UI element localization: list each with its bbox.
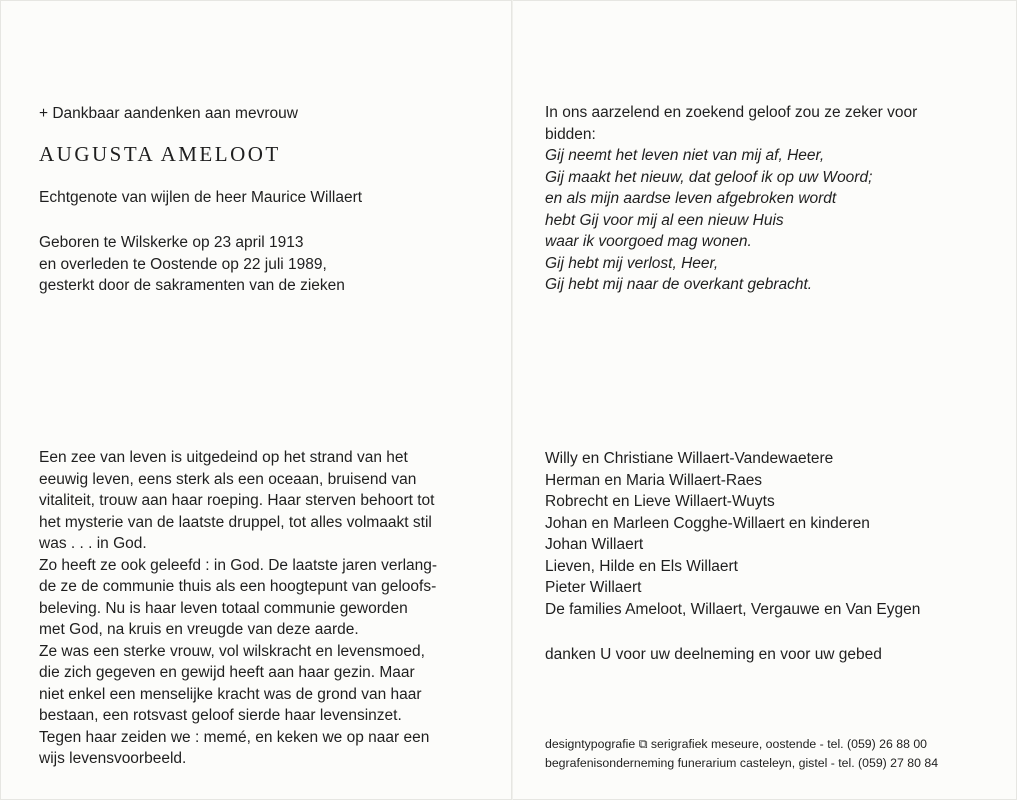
family-member: Robrecht en Lieve Willaert-Wuyts (545, 493, 775, 510)
prayer-intro-line: bidden: (545, 125, 596, 143)
spouse-line (39, 187, 362, 209)
card-fold (511, 0, 513, 800)
tribute-line: Tegen haar zeiden we : memé, en keken we op naar een (39, 728, 430, 746)
tribute-line: bestaan, een rotsvast geloof sierde haar levensinzet. (39, 707, 402, 724)
thanks-text: danken U voor uw deelneming en voor uw gebed (545, 646, 882, 663)
dates-block (39, 232, 345, 297)
tribute-line: beleving. Nu is haar leven totaal communie geworden (39, 599, 408, 617)
prayer-line: en als mijn aardse leven afgebroken wordt (545, 190, 837, 207)
prayer-line: hebt Gij voor mij al een nieuw Huis (545, 211, 784, 229)
family-member: Pieter Willaert (545, 579, 642, 596)
tribute-line: de ze de communie thuis als een hoogtepunt van geloofs- (39, 578, 437, 595)
tribute-text (39, 447, 437, 770)
tribute-line: vitaliteit, trouw aan haar roeping. Haar sterven behoort tot (39, 492, 435, 509)
prayer-intro (545, 102, 917, 145)
tribute-line: eeuwig leven, eens sterk als een oceaan, bruisend van (39, 470, 417, 488)
family-list (545, 448, 920, 620)
credit-line: designtypografie ⧉ serigrafiek meseure, oostende - tel. (059) 26 88 00 (545, 737, 928, 751)
tribute-line: Een zee van leven is uitgedeind op het strand van het (39, 449, 408, 466)
spouse-text: Echtgenote van wijlen de heer Maurice Willaert (39, 189, 363, 206)
intro-line (39, 103, 298, 125)
tribute-line: Ze was een sterke vrouw, vol wilskracht en levensmoed, (39, 642, 425, 660)
credit-line: begrafenisonderneming funerarium casteleyn, gistel - tel. (059) 27 80 84 (545, 756, 939, 770)
prayer-line: Gij hebt mij verlost, Heer, (545, 254, 719, 272)
tribute-line: wijs levensvoorbeeld. (39, 750, 187, 767)
family-member: De families Ameloot, Willaert, Vergauwe en Van Eygen (545, 600, 921, 618)
prayer-intro-line: In ons aarzelend en zoekend geloof zou ze zeker voor (545, 104, 918, 121)
family-member: Johan Willaert (545, 536, 644, 553)
family-member: Willy en Christiane Willaert-Vandewaetere (545, 450, 834, 467)
prayer-line: waar ik voorgoed mag wonen. (545, 233, 752, 250)
family-member: Lieven, Hilde en Els Willaert (545, 557, 738, 575)
prayer-verse (545, 145, 872, 296)
family-member: Johan en Marleen Cogghe-Willaert en kinderen (545, 514, 870, 532)
tribute-line: het mysterie van de laatste druppel, tot alles volmaakt stil (39, 513, 432, 531)
tribute-line: met God, na kruis en vreugde van deze aarde. (39, 621, 359, 638)
tribute-line: die zich gegeven en gewijd heeft aan haar gezin. Maar (39, 664, 415, 681)
tribute-line: Zo heeft ze ook geleefd : in God. De laatste jaren verlang- (39, 556, 438, 574)
prayer-line: Gij maakt het nieuw, dat geloof ik op uw Woord; (545, 168, 873, 186)
dates-line: Geboren te Wilskerke op 23 april 1913 (39, 234, 304, 251)
thanks-line (545, 644, 882, 666)
tribute-line: niet enkel een menselijke kracht was de grond van haar (39, 685, 422, 703)
deceased-name-text: AUGUSTA AMELOOT (39, 142, 281, 166)
credits (545, 735, 938, 773)
dates-line: gesterkt door de sakramenten van de zieken (39, 277, 345, 294)
dates-line: en overleden te Oostende op 22 juli 1989, (39, 255, 327, 273)
tribute-line: was . . . in God. (39, 535, 147, 552)
prayer-line: Gij hebt mij naar de overkant gebracht. (545, 276, 813, 293)
family-member: Herman en Maria Willaert-Raes (545, 471, 763, 489)
prayer-line: Gij neemt het leven niet van mij af, Heer, (545, 147, 825, 164)
intro-text: + Dankbaar aandenken aan mevrouw (39, 105, 298, 122)
deceased-name (39, 141, 281, 167)
